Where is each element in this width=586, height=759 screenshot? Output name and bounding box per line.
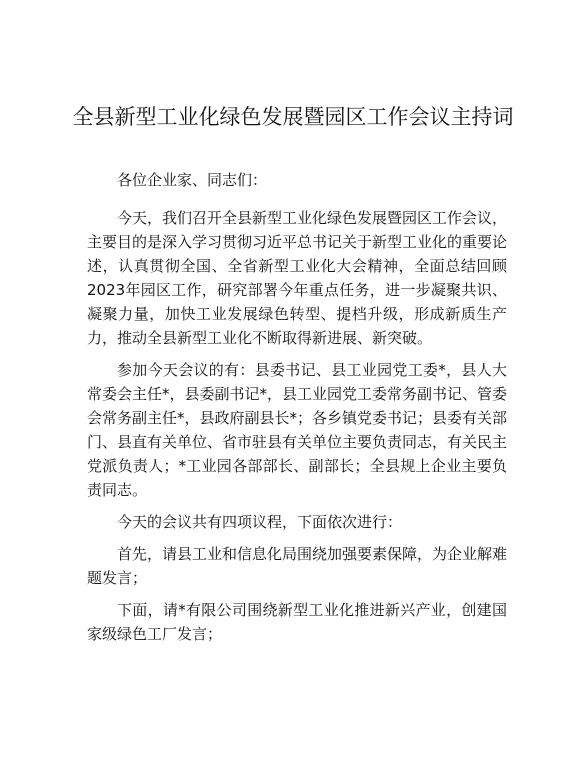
- agenda-item-next-paragraph: 下面，请*有限公司围绕新型工业化推进新兴产业，创建国家级绿色工厂发言；: [87, 601, 507, 643]
- agenda-item-first-paragraph: 首先，请县工业和信息化局围绕加强要素保障，为企业解难题发言；: [87, 545, 508, 587]
- attendees-paragraph: 参加今天会议的有：县委书记、县工业园党工委*，县人大常委会主任*，县委副书记*，县工业园党工委常务副书记、管委会常务副主任*，县政府副县长*；各乡镇党委书记；县委有关部门、县直有关单位、省市驻县有关单位主要负责同志，有关民主党派负责人；*工业园各部部长、副部长；全县规上企业主要负责同志。: [87, 361, 508, 499]
- opening-paragraph: 今天，我们召开全县新型工业化绿色发展暨园区工作会议，主要目的是深入学习贯彻习近平总书记关于新型工业化的重要论述，认真贯彻全国、全省新型工业化大会精神，全面总结回顾2023年园区工作，研究部署今年重点任务，进一步凝聚共识、凝聚力量，加快工业发展绿色转型、提档升级，形成新质生产力，推动全县新型工业化不断取得新进展、新突破。: [87, 209, 508, 347]
- document-title: 全县新型工业化绿色发展暨园区工作会议主持词: [72, 105, 514, 129]
- agenda-intro-paragraph: 今天的会议共有四项议程，下面依次进行：: [117, 513, 403, 531]
- salutation-paragraph: 各位企业家、同志们：: [117, 171, 268, 189]
- document-body: [87, 168, 507, 654]
